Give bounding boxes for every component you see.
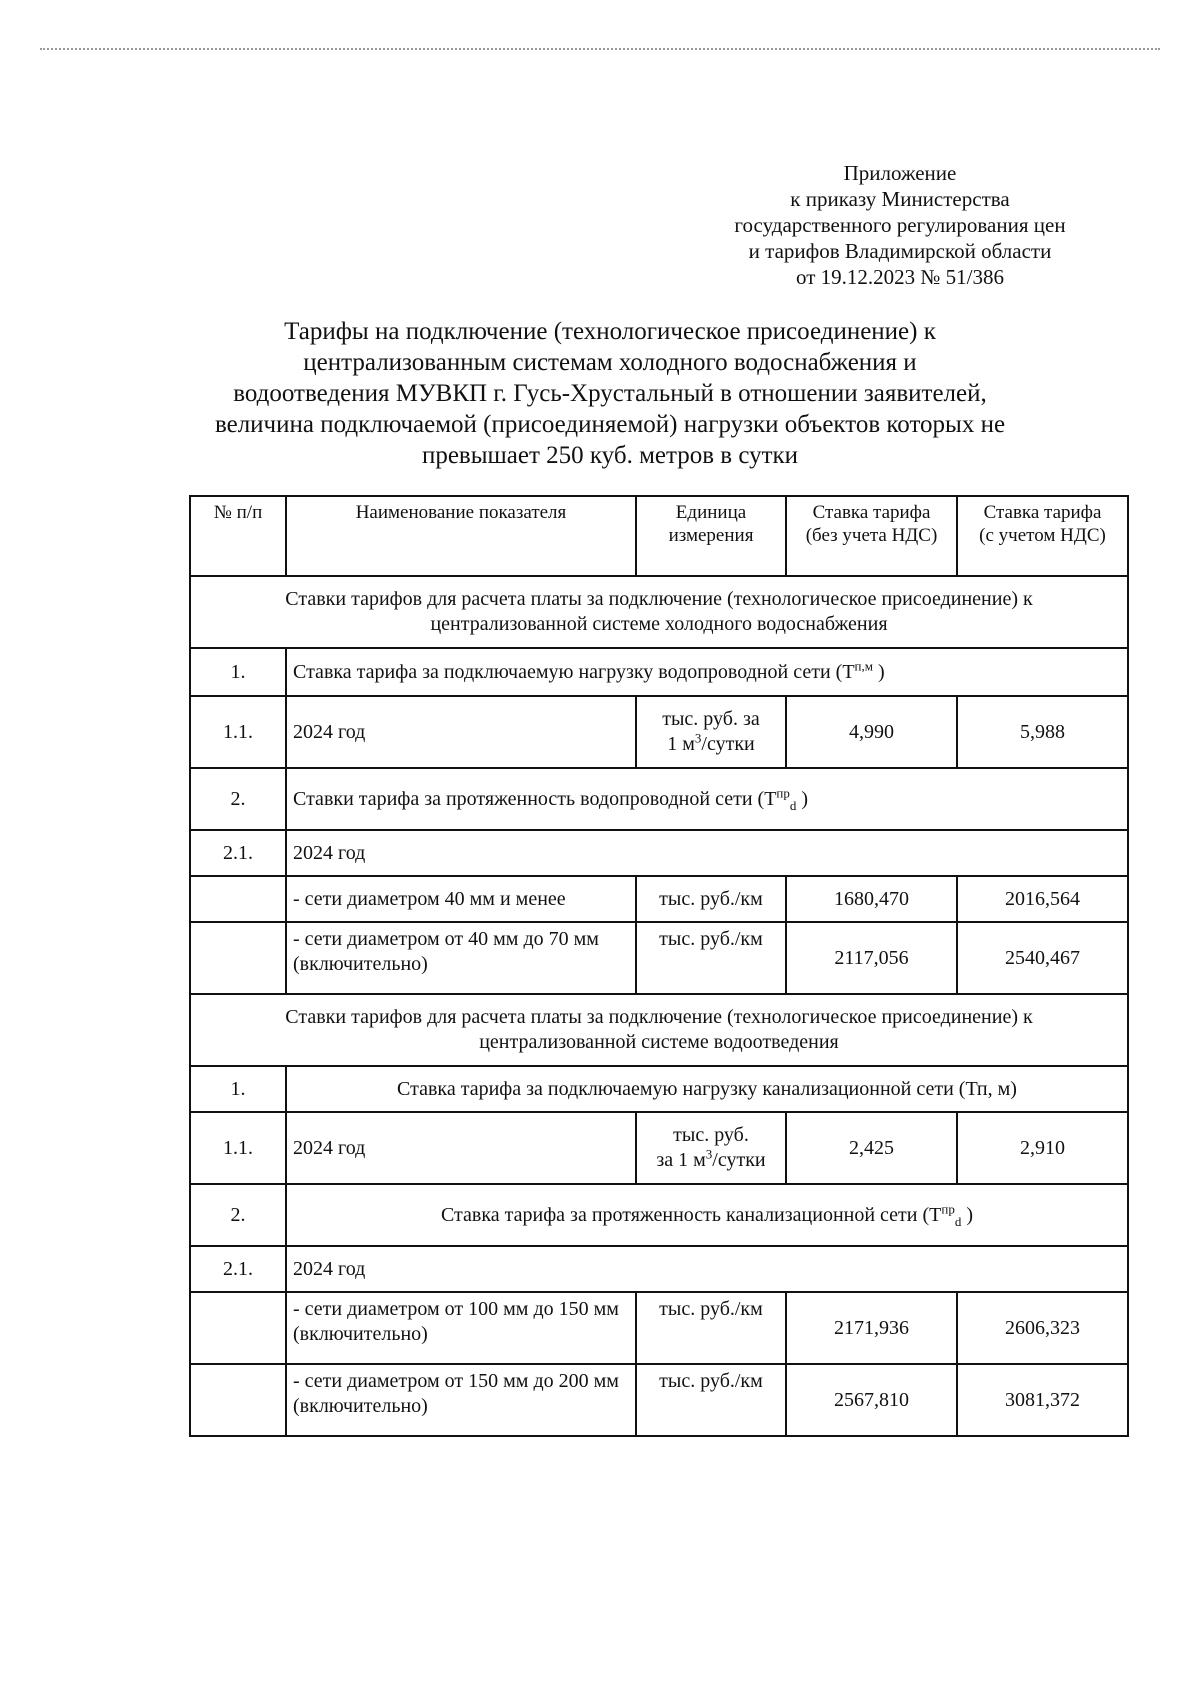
header-name: Наименование показателя (286, 496, 636, 576)
header-unit-line: измерения (668, 525, 754, 546)
unit-text: /сутки (712, 1149, 766, 1171)
unit-line: тыс. руб. за (662, 708, 760, 730)
row-num-empty (190, 876, 286, 922)
row-name: 2024 год (286, 696, 636, 768)
rate-no-vat: 2171,936 (786, 1292, 957, 1364)
appendix-date-line: от 19.12.2023 № 51/386 (795, 265, 1005, 289)
unit-text: 1 м (667, 733, 695, 755)
rate-vat: 3081,372 (957, 1364, 1128, 1436)
row-num-empty (190, 922, 286, 994)
document-title (200, 316, 1020, 471)
symbol-subscript: d (954, 1213, 962, 1229)
header-rate-vat (957, 496, 1128, 576)
table-row (190, 830, 1128, 876)
section-title-sewer (190, 994, 1128, 1066)
row-label-close: ) (961, 1203, 974, 1226)
table-row (190, 1112, 1128, 1184)
row-num: 1.1. (190, 696, 286, 768)
title-line: централизованным системам холодного водоснабжения и (303, 349, 917, 376)
symbol-superscript: п,м (854, 657, 873, 673)
rate-vat: 5,988 (957, 696, 1128, 768)
section-line: централизованной системе водоотведения (479, 1031, 839, 1053)
unit-text: /сутки (701, 733, 755, 755)
rate-no-vat: 4,990 (786, 696, 957, 768)
table-row (190, 696, 1128, 768)
tariff-table (189, 495, 1129, 1437)
row-label: Ставка тарифа за подключаемую нагрузку канализационной сети (Тп, м) (286, 1066, 1128, 1112)
row-label-text: Ставки тарифа за протяженность водопроводной сети ( (293, 787, 765, 810)
row-unit: тыс. руб./км (636, 876, 786, 922)
row-num: 2.1. (190, 1246, 286, 1292)
row-label (286, 768, 1128, 830)
unit-text: за 1 м (656, 1149, 706, 1171)
symbol-superscript: пр (776, 784, 790, 800)
row-num: 1. (190, 648, 286, 696)
symbol-superscript: пр (941, 1200, 955, 1216)
table-row (190, 768, 1128, 830)
rate-no-vat: 2567,810 (786, 1364, 957, 1436)
rate-vat: 2606,323 (957, 1292, 1128, 1364)
header-rate-line: (без учета НДС) (805, 525, 938, 546)
row-name: 2024 год (286, 1112, 636, 1184)
row-label (286, 1184, 1128, 1246)
row-num-empty (190, 1292, 286, 1364)
table-row (190, 1066, 1128, 1112)
row-num: 2. (190, 1184, 286, 1246)
header-num: № п/п (190, 496, 286, 576)
row-label-text: Ставка тарифа за подключаемую нагрузку водопроводной сети (Т (293, 660, 855, 683)
row-num-empty (190, 1364, 286, 1436)
rate-vat: 2540,467 (957, 922, 1128, 994)
table-row (190, 1246, 1128, 1292)
rate-vat: 2,910 (957, 1112, 1128, 1184)
section-row-water (190, 576, 1128, 648)
header-unit-line: Единица (675, 502, 747, 523)
rate-no-vat: 1680,470 (786, 876, 957, 922)
unit-superscript: 3 (705, 1146, 713, 1162)
table-row (190, 648, 1128, 696)
row-num: 2. (190, 768, 286, 830)
row-unit: тыс. руб./км (636, 1364, 786, 1436)
row-name: 2024 год (286, 830, 1128, 876)
section-line: Ставки тарифов для расчета платы за подключение (технологическое присоединение) к (285, 588, 1033, 610)
tariff-symbol (929, 1200, 962, 1229)
unit-superscript: 3 (694, 730, 702, 746)
unit-line (643, 732, 779, 757)
appendix-line: и тарифов Владимирской области (748, 239, 1052, 263)
table-row (190, 1184, 1128, 1246)
row-name: 2024 год (286, 1246, 1128, 1292)
symbol-subscript: d (789, 797, 797, 813)
row-label-close: ) (796, 787, 809, 810)
rate-no-vat: 2,425 (786, 1112, 957, 1184)
row-name: - сети диаметром от 40 мм до 70 мм (включительно) (286, 922, 636, 994)
appendix-line: к приказу Министерства (790, 187, 1010, 211)
appendix-line: Приложение (843, 161, 957, 185)
appendix-line: государственного регулирования цен (734, 213, 1066, 237)
title-line: водоотведения МУВКП г. Гусь-Хрустальный в отношении заявителей, (233, 380, 987, 407)
row-unit: тыс. руб./км (636, 1292, 786, 1364)
row-label-close: ) (872, 660, 885, 683)
row-unit (636, 1112, 786, 1184)
row-name: - сети диаметром 40 мм и менее (286, 876, 636, 922)
header-rate-no-vat (786, 496, 957, 576)
scan-edge-line (40, 48, 1160, 50)
table-row (190, 1364, 1128, 1436)
section-row-sewer (190, 994, 1128, 1066)
header-rate-line: (с учетом НДС) (979, 525, 1106, 546)
unit-line (643, 1148, 779, 1173)
tariff-symbol (764, 784, 797, 813)
section-line: Ставки тарифов для расчета платы за подключение (технологическое присоединение) к (285, 1006, 1033, 1028)
row-unit: тыс. руб./км (636, 922, 786, 994)
symbol-letter: T (929, 1203, 942, 1226)
table-row (190, 876, 1128, 922)
row-name: - сети диаметром от 100 мм до 150 мм (включительно) (286, 1292, 636, 1364)
row-num: 1. (190, 1066, 286, 1112)
row-name: - сети диаметром от 150 мм до 200 мм (включительно) (286, 1364, 636, 1436)
header-unit (636, 496, 786, 576)
section-line: централизованной системе холодного водоснабжения (430, 613, 888, 635)
table-row (190, 1292, 1128, 1364)
title-line: превышает 250 куб. метров в сутки (421, 442, 799, 469)
unit-line: тыс. руб. (673, 1124, 749, 1146)
row-unit (636, 696, 786, 768)
rate-no-vat: 2117,056 (786, 922, 957, 994)
rate-vat: 2016,564 (957, 876, 1128, 922)
row-label-text: Ставка тарифа за протяженность канализационной сети ( (440, 1203, 930, 1226)
table-header-row (190, 496, 1128, 576)
title-line: величина подключаемой (присоединяемой) нагрузки объектов которых не (214, 411, 1006, 438)
row-label (286, 648, 1128, 696)
row-num: 2.1. (190, 830, 286, 876)
title-line: Тарифы на подключение (технологическое присоединение) к (284, 318, 936, 345)
row-num: 1.1. (190, 1112, 286, 1184)
section-title-water (190, 576, 1128, 648)
symbol-letter: T (764, 787, 777, 810)
header-rate-line: Ставка тарифа (812, 502, 931, 523)
header-rate-line: Ставка тарифа (983, 502, 1102, 523)
appendix-block (700, 160, 1100, 290)
table-row (190, 922, 1128, 994)
